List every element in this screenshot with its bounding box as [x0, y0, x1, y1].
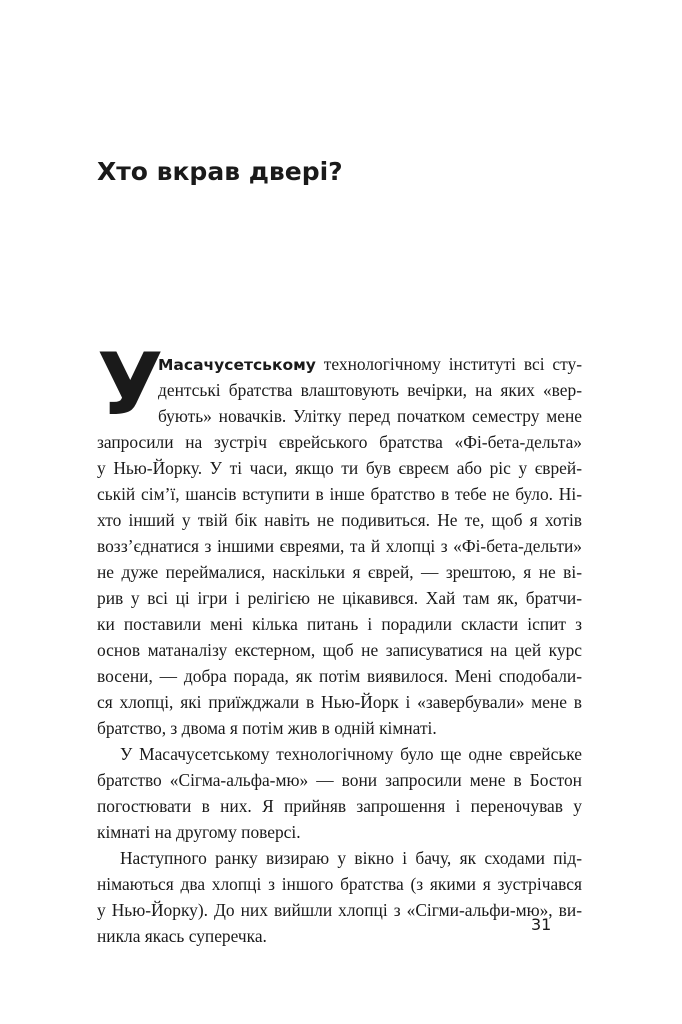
text-line: восени, — добра порада, як потім виявилося. Мені сподобали- [97, 666, 582, 686]
text-line: основ матаналізу екстерном, щоб не записуватися на цей курс [97, 640, 582, 660]
text-line: рив у всі ці ігри і релігією не цікавився. Хай там як, братчи- [97, 588, 582, 608]
text-line: Наступного ранку визираю у вікно і бачу, як сходами під- [120, 848, 582, 868]
text-line: братство, з двома я потім жив в одній кімнаті. [97, 718, 437, 738]
text-line: братство «Сігма-альфа-мю» — вони запросили мене в Бостон [97, 770, 582, 790]
text-line: погостювати в них. Я прийняв запрошення і переночував у [97, 796, 582, 816]
page-number: 31 [531, 915, 552, 934]
text-line: кімнаті на другому поверсі. [97, 822, 301, 842]
drop-cap: У [97, 335, 164, 435]
text-line: запросили на зустріч єврейського братства «Фі-бета-дельта» [97, 432, 582, 452]
lead-word: Масачусетському [158, 356, 316, 374]
body-text [97, 335, 582, 949]
text-line: возз’єднатися з іншими євреями, та й хлопці з «Фі-бета-дельти» [97, 536, 582, 556]
paragraph-2 [97, 741, 582, 845]
text-line: ській сім’ї, шансів вступити в інше братство в тебе не було. Ні- [97, 484, 582, 504]
text-line: У Масачусетському технологічному було ще одне єврейське [120, 744, 582, 764]
text-line: у Нью-Йорку). До них вийшли хлопці з «Сігми-альфи-мю», ви- [97, 900, 582, 920]
text-line: у Нью-Йорку. У ті часи, якщо ти був євреєм або ріс у єврей- [97, 458, 582, 478]
text-line: бують» новачків. Улітку перед початком семестру мене [158, 406, 582, 426]
text-line: не дуже переймалися, наскільки я єврей, — зрештою, я не ві- [97, 562, 582, 582]
text-line: німаються два хлопці з іншого братства (з якими я зустрічався [97, 874, 582, 894]
text-line: ся хлопці, які приїжджали в Нью-Йорк і «завербували» мене в [97, 692, 582, 712]
chapter-title: Хто вкрав двері? [97, 157, 343, 186]
text-line: Масачусетському технологічному інституті всі сту- [158, 354, 582, 374]
text-line: дентські братства влаштовують вечірки, на яких «вер- [158, 380, 582, 400]
text-line: никла якась суперечка. [97, 926, 267, 946]
text-line: хто інший у твій бік навіть не подивиться. Не те, щоб я хотів [97, 510, 582, 530]
paragraph-1 [97, 335, 582, 741]
text-line: ки поставили мені кілька питань і порадили скласти іспит з [97, 614, 582, 634]
paragraph-3 [97, 845, 582, 949]
